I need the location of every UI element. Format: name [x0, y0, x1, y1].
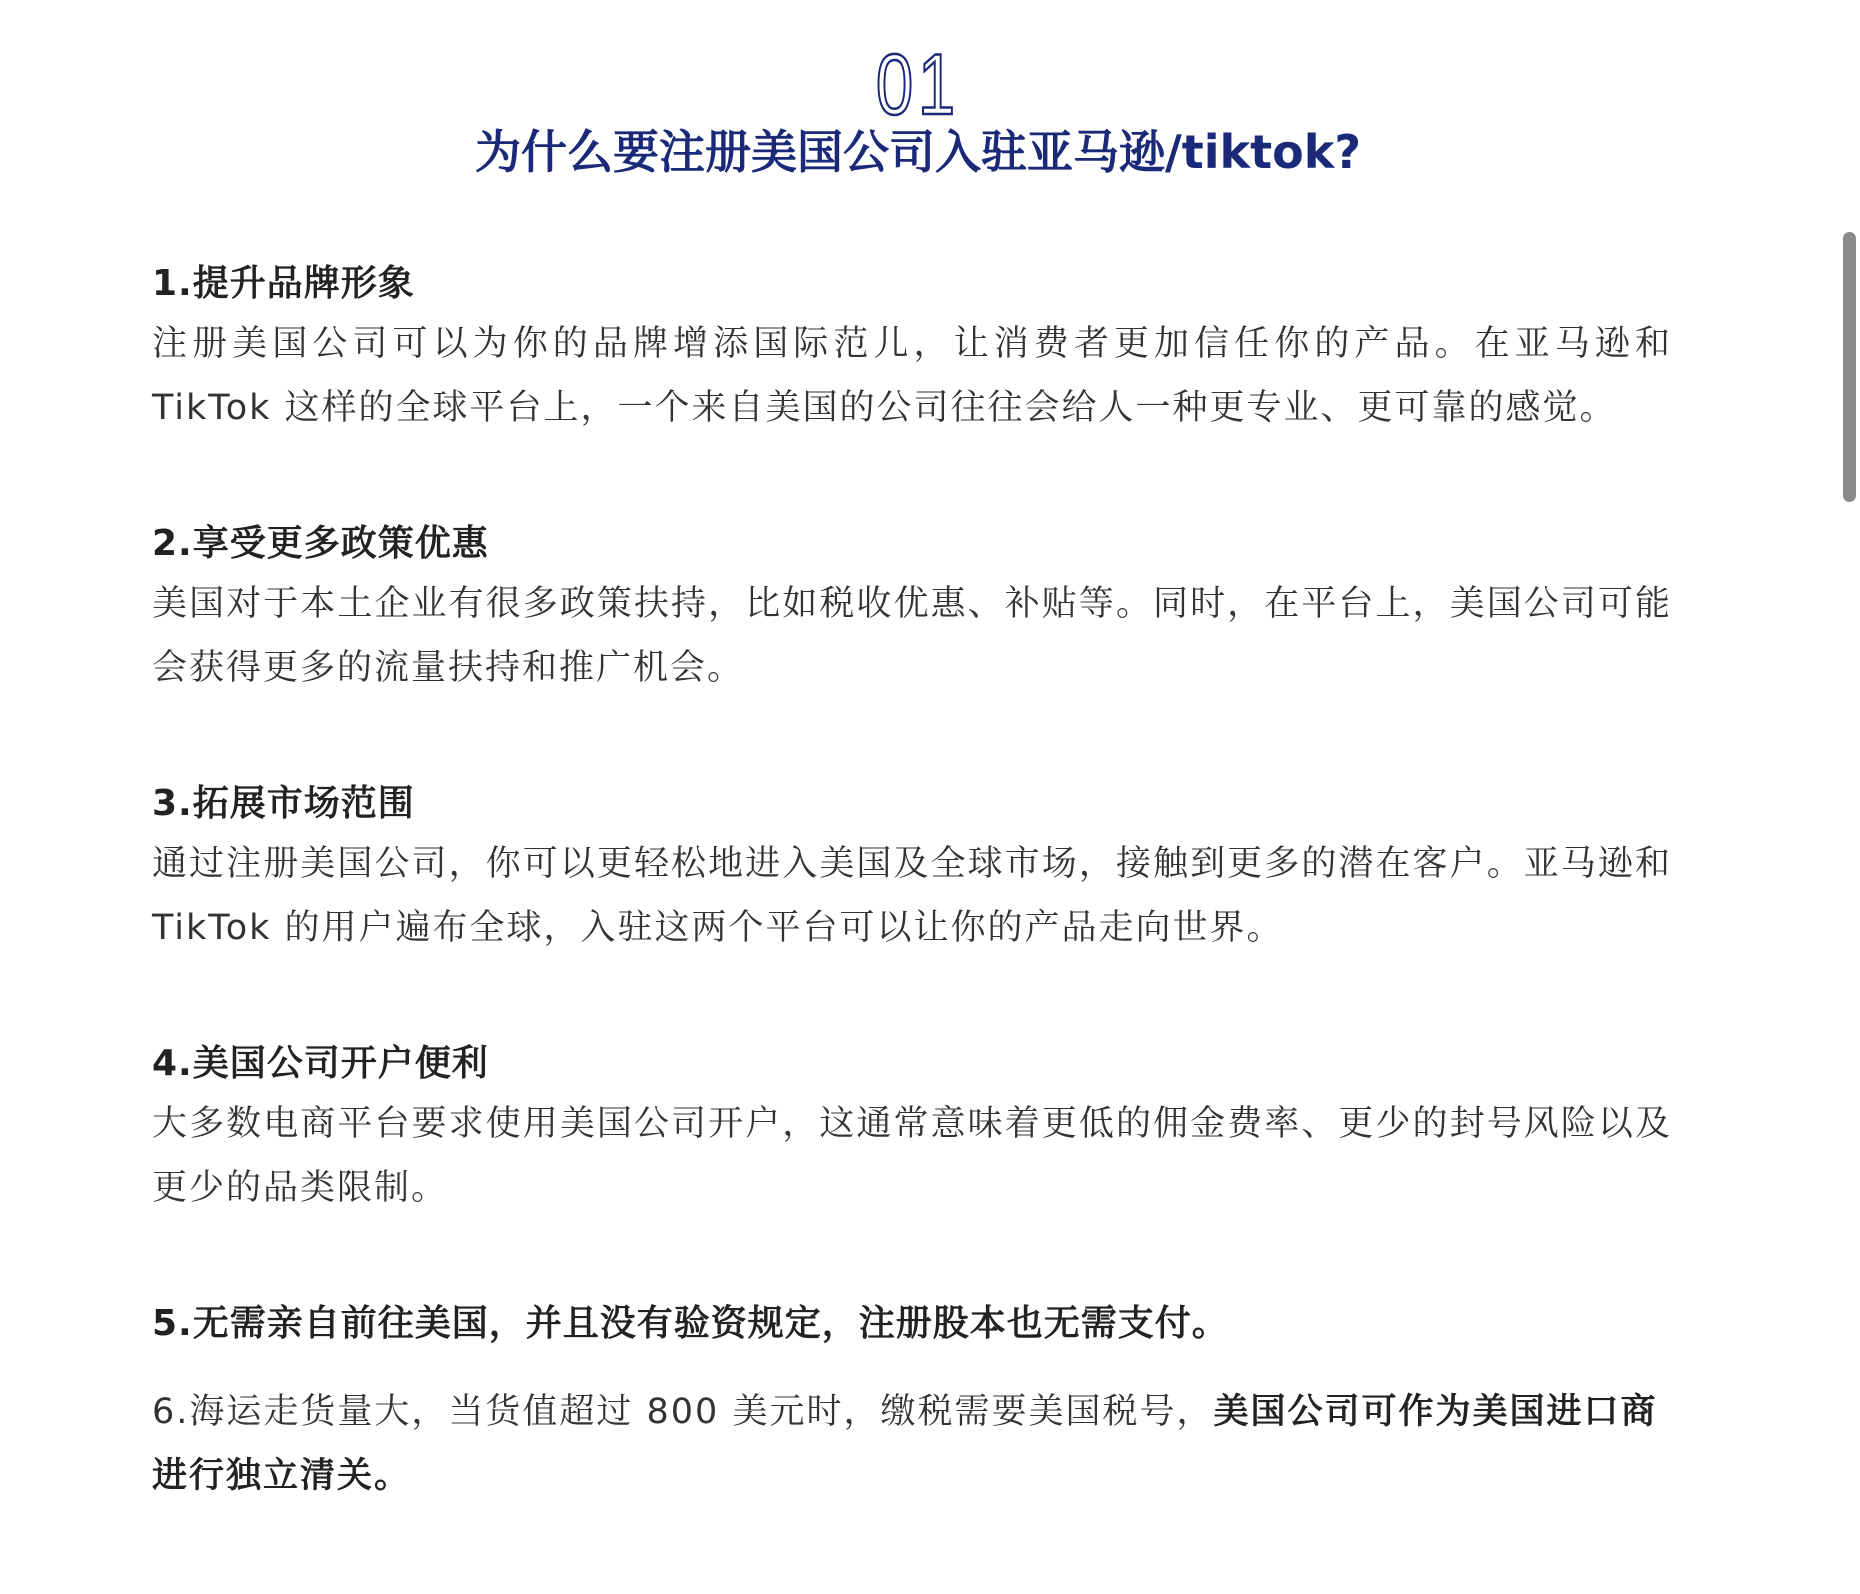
- point-body: 通过注册美国公司，你可以更轻松地进入美国及全球市场，接触到更多的潜在客户。亚马逊和 TikTok 的用户遍布全球，入驻这两个平台可以让你的产品走向世界。: [152, 844, 1672, 948]
- scrollbar-thumb[interactable]: [1843, 232, 1856, 502]
- point-4: [152, 1036, 1672, 1220]
- point-heading: 3.拓展市场范围: [152, 783, 415, 824]
- page-title: 为什么要注册美国公司入驻亚马逊/tiktok?: [474, 125, 1362, 179]
- scrollbar[interactable]: [1836, 0, 1860, 1594]
- point-5-text: 5.无需亲自前往美国，并且没有验资规定，注册股本也无需支付。: [152, 1303, 1229, 1344]
- point-1: [152, 256, 1672, 440]
- point-3: [152, 776, 1672, 960]
- section-number: 01: [876, 37, 960, 133]
- point-heading: 4.美国公司开户便利: [152, 1043, 489, 1084]
- point-heading: 1.提升品牌形象: [152, 263, 415, 304]
- point-6-text: 6.海运走货量大，当货值超过 800 美元时，缴税需要美国税号，: [152, 1392, 1214, 1432]
- point-body: 美国对于本土企业有很多政策扶持，比如税收优惠、补贴等。同时，在平台上，美国公司可能会获得更多的流量扶持和推广机会。: [152, 584, 1672, 688]
- point-6-emphasis: 美国公司可作为美国进口商进行独立清关。: [152, 1392, 1658, 1496]
- article-header: [0, 37, 1836, 180]
- point-body: 注册美国公司可以为你的品牌增添国际范儿，让消费者更加信任你的产品。在亚马逊和 TikTok 这样的全球平台上，一个来自美国的公司往往会给人一种更专业、更可靠的感觉。: [152, 324, 1672, 428]
- point-6: [152, 1380, 1672, 1508]
- point-2: [152, 516, 1672, 700]
- point-body: 大多数电商平台要求使用美国公司开户，这通常意味着更低的佣金费率、更少的封号风险以及更少的品类限制。: [152, 1104, 1672, 1208]
- point-5: [152, 1296, 1672, 1352]
- point-heading: 2.享受更多政策优惠: [152, 523, 489, 564]
- article-content: [152, 256, 1672, 1508]
